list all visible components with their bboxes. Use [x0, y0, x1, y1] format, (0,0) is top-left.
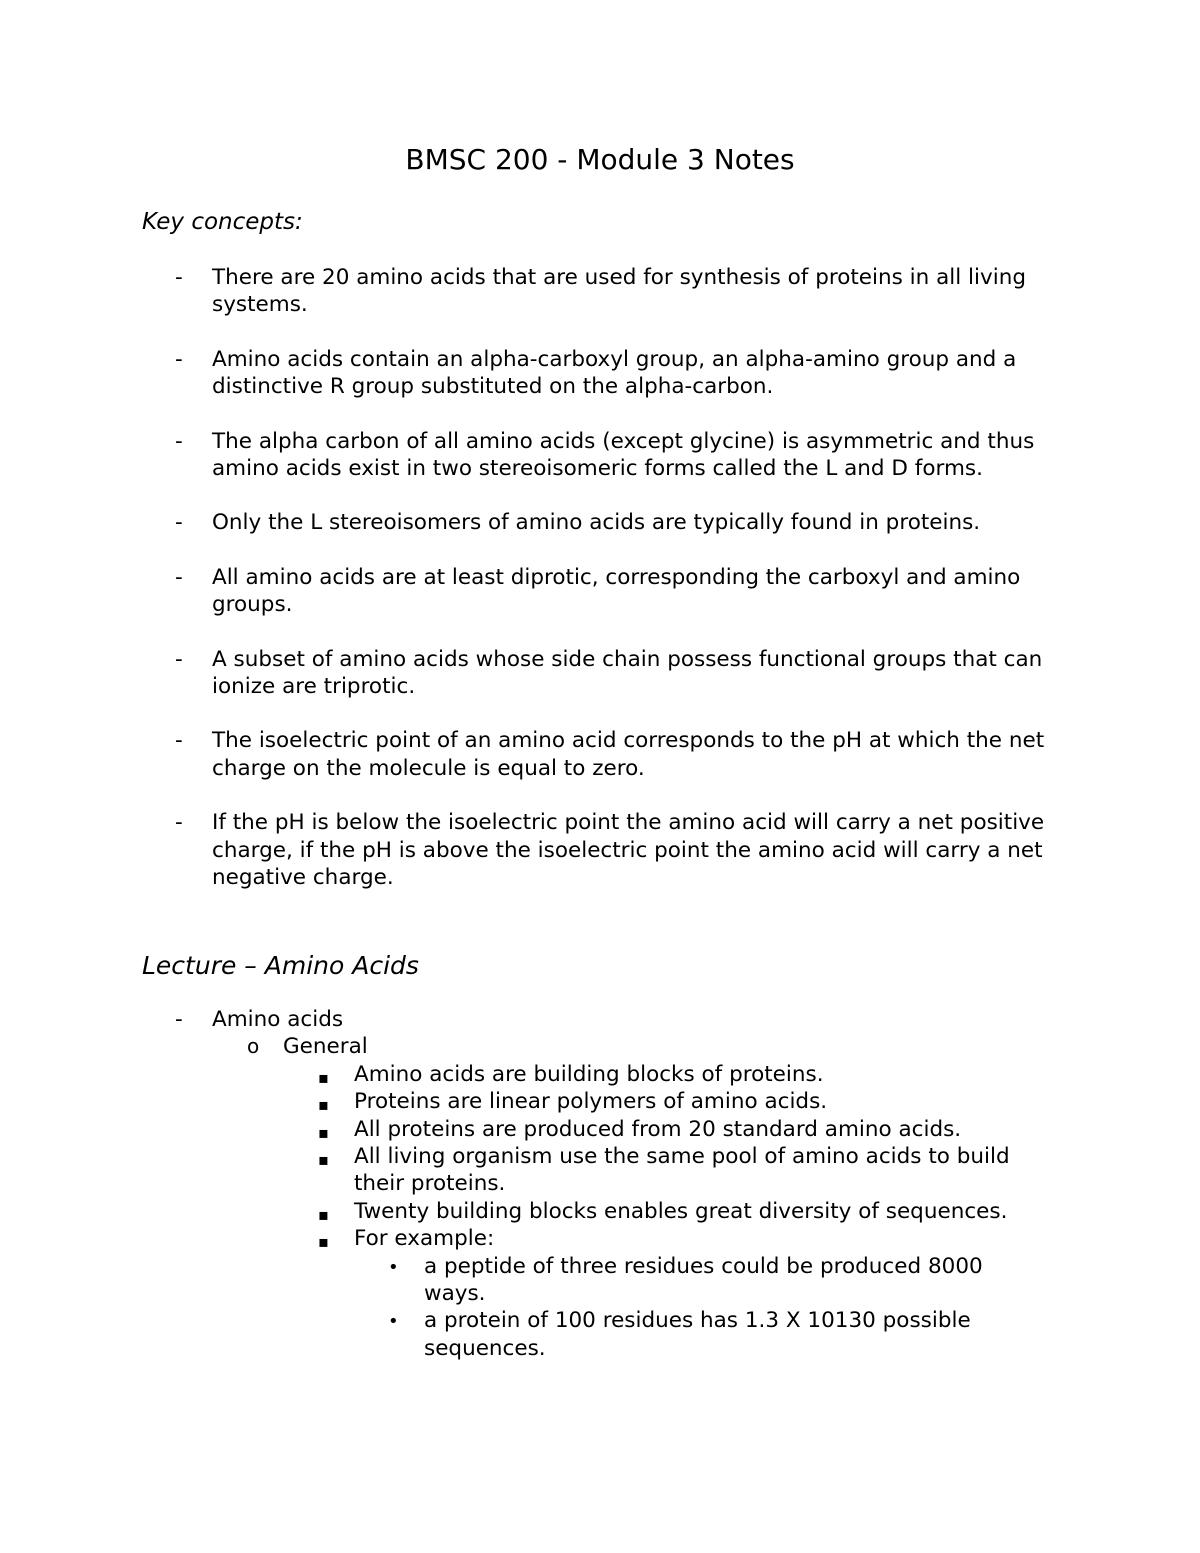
outline-point-text: Amino acids are building blocks of proteins. — [354, 1061, 824, 1087]
dash-bullet: - — [175, 1007, 183, 1032]
dash-bullet: - — [175, 646, 183, 672]
key-concept-item — [0, 646, 1072, 701]
outline-point-text: For example: — [354, 1226, 495, 1252]
outline-point-text: All living organism use the same pool of amino acids to build their proteins. — [354, 1144, 1010, 1197]
key-concept-item — [0, 346, 1072, 401]
outline-point — [0, 1061, 1030, 1088]
outline-topic — [0, 1006, 1200, 1033]
key-concept-text: All amino acids are at least diprotic, corresponding the carboxyl and amino groups. — [212, 564, 1021, 618]
key-concept-item — [0, 727, 1072, 782]
key-concept-text: Amino acids contain an alpha-carboxyl group, an alpha-amino group and a distinctive R group substituted on the alpha-carbon. — [212, 346, 1017, 400]
key-concepts-heading: Key concepts: — [142, 209, 303, 235]
lecture-outline — [0, 1006, 1200, 1362]
outline-subtopic — [0, 1033, 1200, 1060]
outline-example-text: a peptide of three residues could be produced 8000 ways. — [424, 1253, 983, 1307]
dot-bullet: • — [388, 1311, 399, 1333]
outline-point — [0, 1116, 1030, 1143]
outline-point — [0, 1143, 1030, 1198]
key-concept-item — [0, 428, 1072, 483]
dash-bullet: - — [175, 428, 183, 454]
square-bullet: ▪ — [318, 1122, 329, 1142]
outline-subtopic-text: General — [283, 1034, 368, 1060]
key-concept-item — [0, 564, 1072, 619]
outline-example — [0, 1307, 1044, 1362]
square-bullet: ▪ — [318, 1204, 329, 1224]
outline-point — [0, 1198, 1030, 1225]
key-concept-text: The alpha carbon of all amino acids (except glycine) is asymmetric and thus amino acids exist in two stereoisomeric forms called the L and D forms. — [212, 428, 1035, 482]
lecture-heading: Lecture – Amino Acids — [142, 951, 419, 980]
dash-bullet: - — [175, 265, 183, 290]
key-concept-item — [0, 264, 1072, 319]
key-concept-text: Only the L stereoisomers of amino acids are typically found in proteins. — [212, 510, 981, 536]
dash-bullet: - — [175, 728, 183, 754]
dash-bullet: - — [175, 564, 183, 590]
page-title: BMSC 200 - Module 3 Notes — [405, 143, 795, 176]
outline-topic-text: Amino acids — [212, 1007, 344, 1032]
outline-example-text: a protein of 100 residues has 1.3 X 10130 possible sequences. — [424, 1308, 971, 1361]
outline-example — [0, 1253, 1044, 1308]
dash-bullet: - — [175, 810, 183, 836]
key-concept-text: There are 20 amino acids that are used for synthesis of proteins in all living systems. — [212, 265, 1026, 318]
key-concept-item — [0, 509, 1072, 536]
key-concept-text: The isoelectric point of an amino acid corresponds to the pH at which the net charge on the molecule is equal to zero. — [212, 728, 1045, 781]
key-concepts-list — [0, 264, 1200, 919]
square-bullet: ▪ — [318, 1232, 329, 1252]
square-bullet: ▪ — [318, 1067, 329, 1087]
dash-bullet: - — [175, 510, 183, 536]
dot-bullet: • — [388, 1256, 399, 1278]
outline-point-text: Proteins are linear polymers of amino acids. — [354, 1089, 828, 1115]
dash-bullet: - — [175, 346, 183, 372]
outline-point — [0, 1088, 1030, 1115]
outline-point-text: Twenty building blocks enables great diversity of sequences. — [354, 1198, 1008, 1224]
square-bullet: ▪ — [318, 1150, 329, 1170]
square-bullet: ▪ — [318, 1095, 329, 1115]
key-concept-text: If the pH is below the isoelectric point the amino acid will carry a net positive charge, if the pH is above the isoelectric point the amino acid will carry a net negative charge. — [212, 810, 1045, 891]
key-concept-text: A subset of amino acids whose side chain possess functional groups that can ionize are triprotic. — [212, 646, 1043, 700]
outline-point — [0, 1225, 1030, 1252]
circle-bullet: o — [247, 1034, 260, 1059]
key-concept-item — [0, 809, 1072, 891]
outline-point-text: All proteins are produced from 20 standard amino acids. — [354, 1116, 962, 1142]
